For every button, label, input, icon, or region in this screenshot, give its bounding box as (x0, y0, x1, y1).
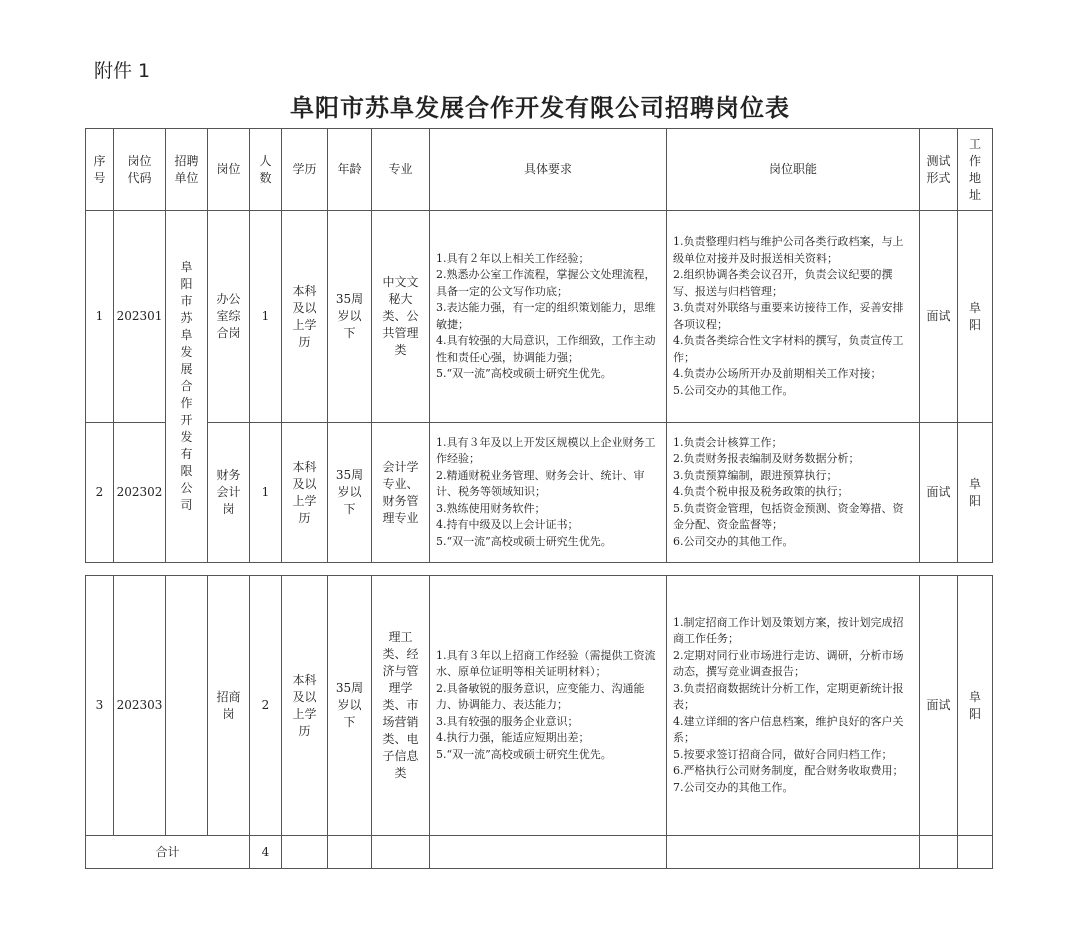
cell-num: 1 (250, 211, 282, 423)
cell-unit: 阜阳市苏阜发展合作开发有限公司 (166, 211, 208, 563)
cell-age: 35周岁以下 (328, 211, 372, 423)
cell-duty: 1.负责会计核算工作； 2.负责财务报表编制及财务数据分析； 3.负责预算编制，跟进预算执行； 4.负责个税申报及税务政策的执行； 5.负责资金管理，包括资金预测、资金筹措、资金分配、资金监督等； 6.公司交办的其他工作。 (667, 423, 920, 563)
header-post: 岗位 (208, 129, 250, 211)
total-num: 4 (250, 836, 282, 869)
cell-place: 阜阳 (958, 576, 993, 836)
cell-test: 面试 (920, 576, 958, 836)
table-row (86, 211, 993, 423)
header-duty: 岗位职能 (667, 129, 920, 211)
cell-test: 面试 (920, 423, 958, 563)
cell-edu: 本科及以上学历 (282, 423, 328, 563)
cell-code: 202301 (114, 211, 166, 423)
cell-major: 中文文秘大类、公共管理类 (372, 211, 430, 423)
table-row (86, 576, 993, 836)
total-row (86, 836, 993, 869)
cell-req: 1.具有３年及以上开发区规模以上企业财务工作经验； 2.精通财税业务管理、财务会计、统计、审计、税务等领域知识； 3.熟练使用财务软件； 4.持有中级及以上会计证书； 5.“双一流”高校或硕士研究生优先。 (430, 423, 667, 563)
cell-unit (166, 576, 208, 836)
cell-post: 办公室综合岗 (208, 211, 250, 423)
header-seq: 序号 (86, 129, 114, 211)
cell-req: 1.具有３年以上招商工作经验（需提供工资流水、原单位证明等相关证明材料）； 2.具备敏锐的服务意识，应变能力、沟通能力、协调能力、表达能力； 3.具有较强的服务企业意识； 4.执行力强，能适应短期出差； 5.“双一流”高校或硕士研究生优先。 (430, 576, 667, 836)
header-test: 测试形式 (920, 129, 958, 211)
cell-major: 理工类、经济与管理学类、市场营销类、电子信息类 (372, 576, 430, 836)
annex-label: 附件 1 (94, 60, 151, 82)
cell-major: 会计学专业、财务管理专业 (372, 423, 430, 563)
cell-place: 阜阳 (958, 211, 993, 423)
header-edu: 学历 (282, 129, 328, 211)
recruitment-table-part2 (85, 575, 993, 869)
header-code: 岗位代码 (114, 129, 166, 211)
header-unit: 招聘单位 (166, 129, 208, 211)
cell-edu: 本科及以上学历 (282, 211, 328, 423)
cell-edu: 本科及以上学历 (282, 576, 328, 836)
cell-place: 阜阳 (958, 423, 993, 563)
cell-seq: 3 (86, 576, 114, 836)
cell-test: 面试 (920, 211, 958, 423)
header-major: 专业 (372, 129, 430, 211)
header-place: 工作地址 (958, 129, 993, 211)
cell-seq: 1 (86, 211, 114, 423)
cell-duty: 1.制定招商工作计划及策划方案，按计划完成招商工作任务； 2.定期对同行业市场进行走访、调研，分析市场动态，撰写竞业调查报告； 3.负责招商数据统计分析工作，定期更新统计报表； 4.建立详细的客户信息档案，维护良好的客户关系； 5.按要求签订招商合同，做好合同归档工作； 6.严格执行公司财务制度，配合财务收取费用； 7.公司交办的其他工作。 (667, 576, 920, 836)
header-num: 人数 (250, 129, 282, 211)
recruitment-table-part1 (85, 128, 993, 563)
cell-req: 1.具有２年以上相关工作经验； 2.熟悉办公室工作流程，掌握公文处理流程，具备一定的公文写作功底； 3.表达能力强，有一定的组织策划能力，思维敏捷； 4.具有较强的大局意识，工作细致，工作主动性和责任心强，协调能力强； 5.“双一流”高校或硕士研究生优先。 (430, 211, 667, 423)
header-age: 年龄 (328, 129, 372, 211)
cell-duty: 1.负责整理归档与维护公司各类行政档案，与上级单位对接并及时报送相关资料； 2.组织协调各类会议召开，负责会议纪要的撰写、报送与归档管理； 3.负责对外联络与重要来访接待工作，妥善安排各项议程； 4.负责各类综合性文字材料的撰写，负责宣传工作； 4.负责办公场所开办及前期相关工作对接； 5.公司交办的其他工作。 (667, 211, 920, 423)
cell-code: 202303 (114, 576, 166, 836)
table-row (86, 423, 993, 563)
cell-post: 招商岗 (208, 576, 250, 836)
cell-code: 202302 (114, 423, 166, 563)
cell-age: 35周岁以下 (328, 576, 372, 836)
header-row (86, 129, 993, 211)
cell-num: 1 (250, 423, 282, 563)
total-label: 合计 (86, 836, 250, 869)
cell-seq: 2 (86, 423, 114, 563)
header-req: 具体要求 (430, 129, 667, 211)
cell-num: 2 (250, 576, 282, 836)
cell-age: 35周岁以下 (328, 423, 372, 563)
cell-post: 财务会计岗 (208, 423, 250, 563)
page-title: 阜阳市苏阜发展合作开发有限公司招聘岗位表 (290, 93, 790, 122)
